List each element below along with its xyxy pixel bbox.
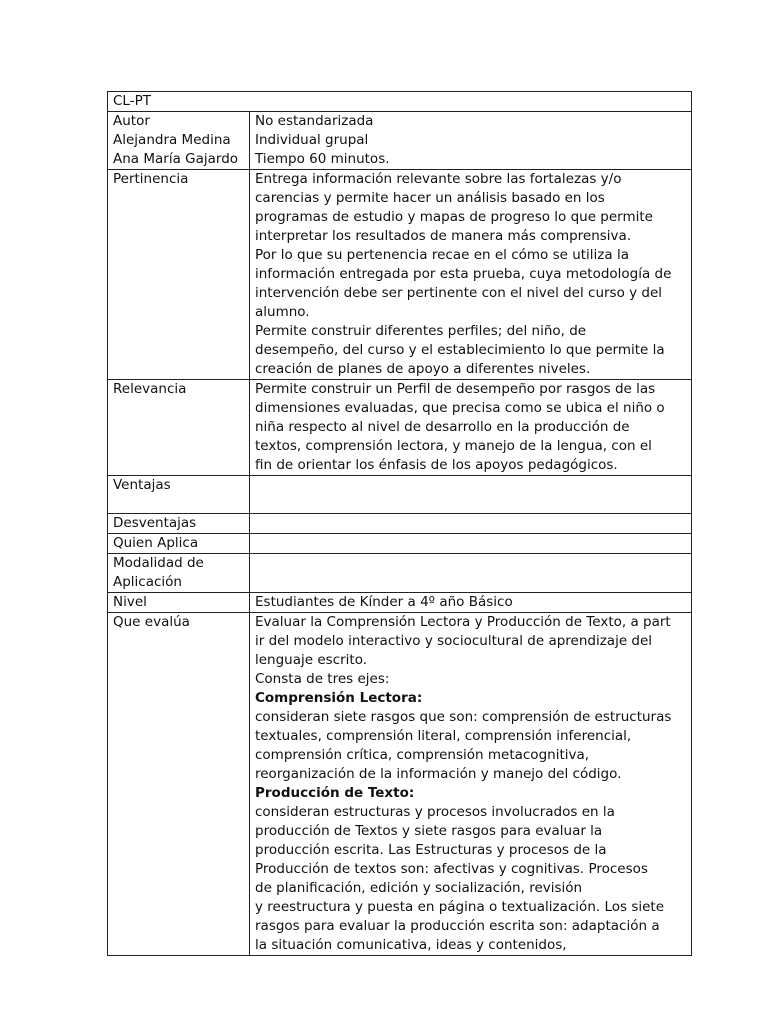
desventajas-value [250, 514, 692, 534]
comprension-lectora-heading: Comprensión Lectora: [255, 690, 423, 706]
application-type-value: Individual grupal [255, 132, 369, 148]
nivel-value: Estudiantes de Kínder a 4º año Básico [250, 593, 692, 613]
que-evalua-value-cell [250, 613, 692, 956]
autor-label-cell [108, 112, 250, 170]
ventajas-label: Ventajas [108, 476, 250, 514]
duration-value: Tiempo 60 minutos. [255, 151, 390, 167]
modalidad-label: Modalidad de Aplicación [113, 555, 204, 590]
que-evalua-intro: Evaluar la Comprensión Lectora y Producción de Texto, a part ir del modelo interactivo y sociocultural de aprendizaje del lenguaje escrito. [255, 614, 671, 668]
quien-aplica-label: Quien Aplica [108, 534, 250, 554]
standardization-value: No estandarizada [255, 113, 374, 129]
pertinencia-value-cell [250, 170, 692, 380]
row-desventajas [108, 514, 692, 534]
ventajas-value [250, 476, 692, 514]
produccion-texto-text: consideran estructuras y procesos involucrados en la producción de Textos y siete rasgos para evaluar la producción escrita. Las Estructuras y procesos de la Producción de textos son: afectivas y cognitivas. Procesos de planificación, edición y socialización, revisión y reestructura y puesta en página o textualización. Los siete rasgos para evaluar la producción escrita son: adaptación a la situación comunicativa, ideas y contenidos, [255, 804, 665, 953]
que-evalua-ejes: Consta de tres ejes: [255, 671, 390, 687]
pertinencia-label: Pertinencia [108, 170, 250, 380]
row-ventajas [108, 476, 692, 514]
relevancia-label: Relevancia [108, 380, 250, 476]
comprension-lectora-text: consideran siete rasgos que son: comprensión de estructuras textuales, comprensión literal, comprensión inferencial, comprensión crítica, comprensión metacognitiva, reorganización de la información y manejo del código. [255, 709, 672, 782]
modalidad-label-cell [108, 554, 250, 593]
table-title: CL-PT [108, 92, 692, 112]
evaluation-table [107, 91, 692, 956]
relevancia-text: Permite construir un Perfil de desempeño por rasgos de las dimensiones evaluadas, que precisa como se ubica el niño o niña respecto al nivel de desarrollo en la producción de textos, comprensión lectora, y manejo de la lengua, con el fin de orientar los énfasis de los apoyos pedagógicos. [255, 381, 665, 473]
quien-aplica-value [250, 534, 692, 554]
pertinencia-paragraph-3: Permite construir diferentes perfiles; del niño, de desempeño, del curso y el establecimiento lo que permite la creación de planes de apoyo a diferentes niveles. [255, 323, 665, 377]
produccion-texto-heading: Producción de Texto: [255, 785, 415, 801]
modalidad-value [250, 554, 692, 593]
nivel-label: Nivel [108, 593, 250, 613]
row-que-evalua [108, 613, 692, 956]
desventajas-label: Desventajas [108, 514, 250, 534]
autor-label: Autor [113, 113, 150, 129]
autor-value-cell [250, 112, 692, 170]
row-quien-aplica [108, 534, 692, 554]
author-name-1: Alejandra Medina [113, 132, 231, 148]
row-autor [108, 112, 692, 170]
row-relevancia [108, 380, 692, 476]
pertinencia-paragraph-1: Entrega información relevante sobre las fortalezas y/o carencias y permite hacer un análisis basado en los programas de estudio y mapas de progreso lo que permite interpretar los resultados de manera más comprensiva. [255, 171, 653, 244]
row-title [108, 92, 692, 112]
row-pertinencia [108, 170, 692, 380]
row-modalidad [108, 554, 692, 593]
que-evalua-label: Que evalúa [108, 613, 250, 956]
row-nivel [108, 593, 692, 613]
relevancia-value-cell [250, 380, 692, 476]
author-name-2: Ana María Gajardo [113, 151, 239, 167]
pertinencia-paragraph-2: Por lo que su pertenencia recae en el cómo se utiliza la información entregada por esta prueba, cuya metodología de intervención debe ser pertinente con el nivel del curso y del alumno. [255, 247, 672, 320]
